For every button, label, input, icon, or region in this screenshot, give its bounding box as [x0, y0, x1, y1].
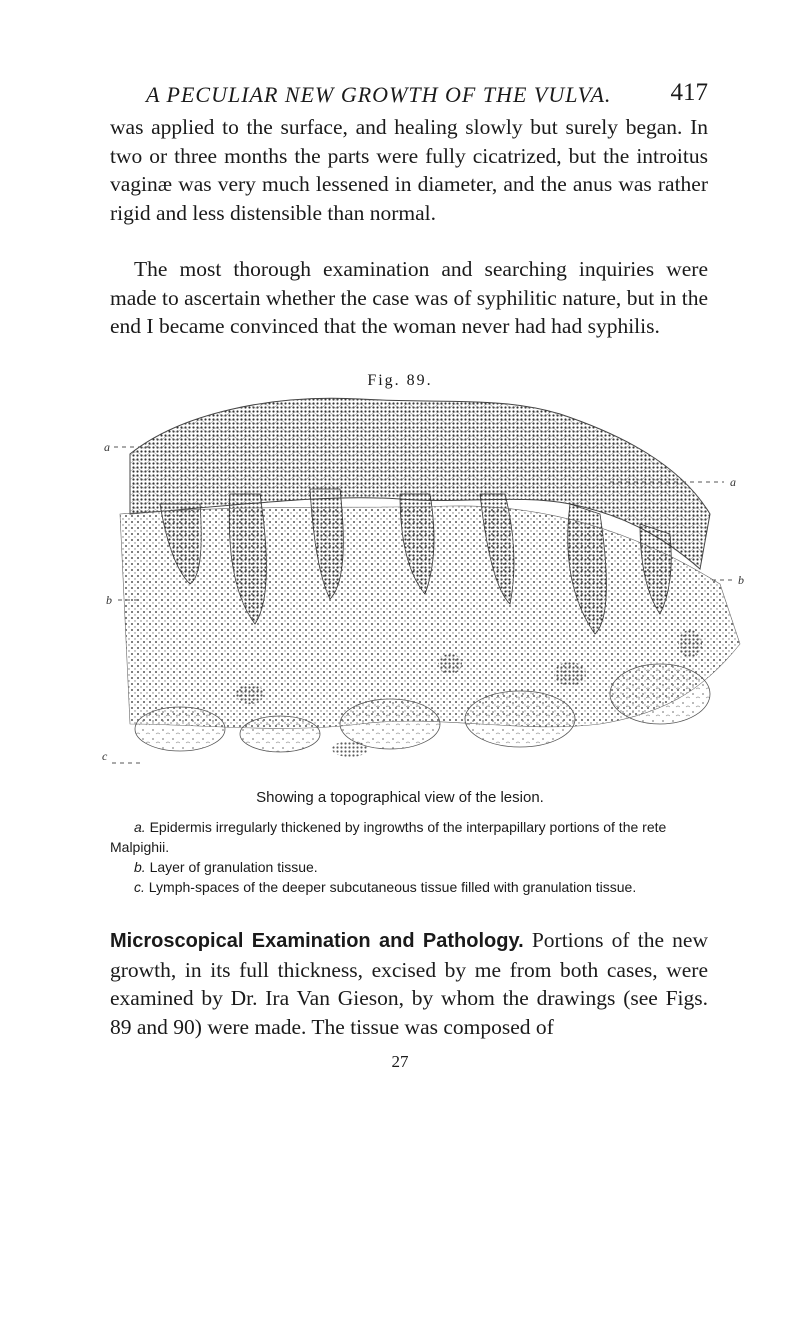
- signature-mark: 27: [391, 1052, 409, 1071]
- figure-title: Fig. 89.: [367, 372, 433, 389]
- section-heading: Microscopical Examination and Pathology.: [110, 930, 524, 952]
- marker-b-right: b: [738, 573, 744, 587]
- page-number: 417: [670, 79, 708, 106]
- legend-text-b: Layer of granulation tissue.: [149, 859, 318, 875]
- paragraph-2: The most thorough examination and searching inquiries were made to ascertain whether the case was of syphilitic nature, but in the end I became convinced that the woman never had had syphilis.: [110, 257, 708, 338]
- paragraph-1: was applied to the surface, and healing slowly but surely began. In two or three months the parts were fully cicatrized, but the introitus vaginæ was very much lessened in diameter, and the anus was rather rigid and less distensible than normal.: [110, 115, 708, 225]
- marker-a-right: a: [730, 475, 736, 489]
- legend-text-a: Epidermis irregularly thickened by ingrowths of the interpapillary portions of the rete Malpighii.: [110, 819, 667, 855]
- page-header: [110, 76, 710, 116]
- marker-a-left: a: [104, 440, 110, 454]
- legend-text-c: Lymph-spaces of the deeper subcutaneous tissue filled with granulation tissue.: [148, 879, 637, 895]
- legend-item-a: [110, 817, 710, 857]
- legend-key-c: c.: [134, 879, 145, 895]
- histology-illustration: [100, 394, 750, 764]
- running-head: A PECULIAR NEW GROWTH OF THE VULVA.: [146, 82, 612, 107]
- legend-key-a: a.: [134, 819, 146, 835]
- figure-caption: Showing a topographical view of the lesion.: [256, 789, 544, 806]
- section-text: Portions of the new growth, in its full thickness, excised by me from both cases, were examined by Dr. Ira Van Gieson, by whom the drawings (see Figs. 89 and 90) were made. The tissue was composed of: [110, 928, 709, 1039]
- legend-item-c: [110, 877, 710, 897]
- marker-c-left: c: [102, 749, 108, 763]
- legend-item-b: [110, 857, 710, 877]
- section-paragraph: [110, 926, 708, 1041]
- marker-b-left: b: [106, 593, 112, 607]
- lesion-drawing: [100, 394, 750, 764]
- legend-key-b: b.: [134, 859, 146, 875]
